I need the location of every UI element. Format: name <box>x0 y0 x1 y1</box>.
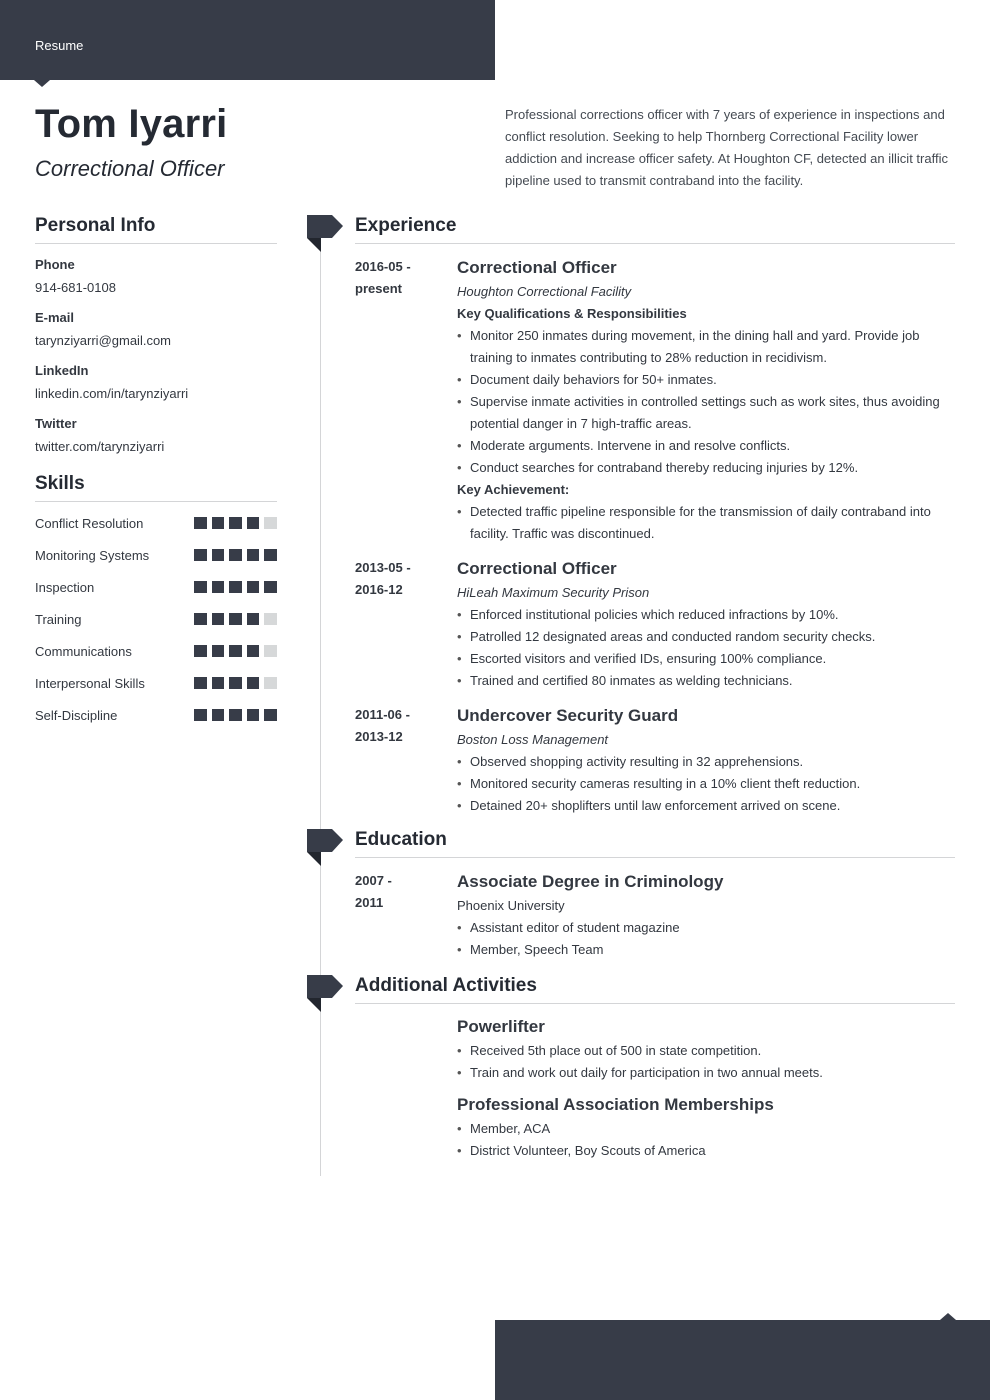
rating-filled-square-icon <box>212 709 225 722</box>
entry-company: HiLeah Maximum Security Prison <box>457 585 650 600</box>
list-item: • Patrolled 12 designated areas and conducted random security checks. <box>457 626 955 648</box>
list-item: • Monitor 250 inmates during movement, in the dining hall and yard. Provide job training to inmates contributing to 28% reduction in recidivism. <box>457 325 955 369</box>
entry-company: Houghton Correctional Facility <box>457 284 632 299</box>
skill-rating <box>194 517 277 530</box>
contact-linkedin <box>35 363 277 403</box>
skill-rating <box>194 709 277 722</box>
list-item: • Escorted visitors and verified IDs, ensuring 100% compliance. <box>457 648 955 670</box>
entry-title: Undercover Security Guard <box>457 706 679 725</box>
rating-filled-square-icon <box>229 677 242 690</box>
timeline-line <box>320 238 321 1176</box>
entry-title: Correctional Officer <box>457 258 617 277</box>
skill-row <box>35 635 277 667</box>
rating-filled-square-icon <box>194 677 207 690</box>
entry-dates <box>355 870 457 961</box>
date-start: 2007 - <box>355 873 392 888</box>
contact-email <box>35 310 277 350</box>
date-end: 2013-12 <box>355 729 403 744</box>
school-name: Phoenix University <box>457 898 565 913</box>
list-item: • Train and work out daily for participation in two annual meets. <box>457 1062 955 1084</box>
skill-row <box>35 571 277 603</box>
rating-empty-square-icon <box>264 517 277 530</box>
skill-row <box>35 699 277 731</box>
rating-filled-square-icon <box>229 517 242 530</box>
bullet-list <box>457 501 955 545</box>
skill-rating <box>194 677 277 690</box>
contact-value[interactable]: tarynziyarri@gmail.com <box>35 333 171 348</box>
skill-rating <box>194 613 277 626</box>
experience-entry <box>355 704 955 817</box>
rating-filled-square-icon <box>194 581 207 594</box>
contact-label: E-mail <box>35 310 75 325</box>
education-entry <box>355 870 955 961</box>
bullet-list <box>457 604 955 692</box>
footer-notch-decoration <box>940 1313 956 1320</box>
rating-filled-square-icon <box>247 709 260 722</box>
contact-twitter <box>35 416 277 456</box>
document-label: Resume <box>35 38 84 53</box>
experience-entry <box>355 557 955 692</box>
rating-filled-square-icon <box>247 517 260 530</box>
rating-filled-square-icon <box>212 613 225 626</box>
rating-filled-square-icon <box>229 581 242 594</box>
list-item: • District Volunteer, Boy Scouts of America <box>457 1140 955 1162</box>
rating-filled-square-icon <box>247 677 260 690</box>
header-band <box>0 0 495 80</box>
skills-heading: Skills <box>35 473 277 502</box>
contact-value[interactable]: twitter.com/tarynziyarri <box>35 439 165 454</box>
list-item: • Assistant editor of student magazine <box>457 917 955 939</box>
rating-filled-square-icon <box>212 549 225 562</box>
entry-dates <box>355 256 457 545</box>
rating-filled-square-icon <box>212 581 225 594</box>
bullet-list <box>457 917 955 961</box>
activity-entry <box>355 1016 955 1162</box>
list-item: • Enforced institutional policies which reduced infractions by 10%. <box>457 604 955 626</box>
contact-label: Twitter <box>35 416 77 431</box>
rating-filled-square-icon <box>229 645 242 658</box>
rating-filled-square-icon <box>194 517 207 530</box>
section-flag-icon <box>307 829 344 866</box>
section-flag-icon <box>307 215 344 252</box>
entry-subheading: Key Qualifications & Responsibilities <box>457 306 687 321</box>
rating-filled-square-icon <box>212 645 225 658</box>
contact-phone <box>35 257 277 297</box>
list-item: • Document daily behaviors for 50+ inmates. <box>457 369 955 391</box>
list-item: • Member, Speech Team <box>457 939 955 961</box>
rating-filled-square-icon <box>247 613 260 626</box>
activity-title: Powerlifter <box>457 1017 545 1036</box>
bullet-list <box>457 1118 955 1162</box>
skill-row <box>35 507 277 539</box>
rating-filled-square-icon <box>247 645 260 658</box>
bullet-list <box>457 751 955 817</box>
list-item: • Observed shopping activity resulting in 32 apprehensions. <box>457 751 955 773</box>
date-start: 2013-05 - <box>355 560 411 575</box>
rating-empty-square-icon <box>264 613 277 626</box>
rating-filled-square-icon <box>194 709 207 722</box>
candidate-job-title: Correctional Officer <box>35 156 225 181</box>
contact-label: LinkedIn <box>35 363 89 378</box>
skill-name: Communications <box>35 643 132 659</box>
entry-dates <box>355 557 457 692</box>
skill-row <box>35 603 277 635</box>
footer-band <box>495 1320 990 1400</box>
rating-filled-square-icon <box>212 517 225 530</box>
rating-filled-square-icon <box>194 645 207 658</box>
list-item: • Monitored security cameras resulting in a 10% client theft reduction. <box>457 773 955 795</box>
activities-heading: Additional Activities <box>355 975 955 1004</box>
skill-row <box>35 539 277 571</box>
entry-subheading: Key Achievement: <box>457 482 570 497</box>
entry-title: Correctional Officer <box>457 559 617 578</box>
rating-filled-square-icon <box>247 581 260 594</box>
contact-label: Phone <box>35 257 75 272</box>
rating-filled-square-icon <box>229 549 242 562</box>
skill-name: Training <box>35 611 82 627</box>
skills-list <box>35 507 277 731</box>
skill-rating <box>194 645 277 658</box>
list-item: • Supervise inmate activities in controlled settings such as work sites, thus avoiding potential danger in 7 high-traffic areas. <box>457 391 955 435</box>
header-notch-decoration <box>34 80 50 87</box>
date-end: 2011 <box>355 895 384 910</box>
experience-entry <box>355 256 955 545</box>
list-item: • Moderate arguments. Intervene in and resolve conflicts. <box>457 435 955 457</box>
rating-filled-square-icon <box>229 613 242 626</box>
profile-summary: Professional corrections officer with 7 years of experience in inspections and conflict resolution. Seeking to help Thornberg Correctional Facility lower addiction and increase officer safety. At Houghton CF, detected an illicit traffic pipeline used to transmit contraband into the facility. <box>505 107 948 188</box>
list-item: • Conduct searches for contraband thereby reducing injuries by 12%. <box>457 457 955 479</box>
activities-section <box>355 975 955 1162</box>
skill-name: Monitoring Systems <box>35 547 150 563</box>
skill-rating <box>194 581 277 594</box>
rating-filled-square-icon <box>264 549 277 562</box>
experience-heading: Experience <box>355 215 955 244</box>
date-start: 2016-05 - <box>355 259 411 274</box>
list-item: • Received 5th place out of 500 in state competition. <box>457 1040 955 1062</box>
left-column <box>35 215 277 731</box>
rating-filled-square-icon <box>264 709 277 722</box>
skill-name: Inspection <box>35 579 95 595</box>
experience-section <box>355 215 955 817</box>
list-item: • Trained and certified 80 inmates as welding technicians. <box>457 670 955 692</box>
rating-filled-square-icon <box>247 549 260 562</box>
degree-title: Associate Degree in Criminology <box>457 872 724 891</box>
entry-dates <box>355 704 457 817</box>
skill-rating <box>194 549 277 562</box>
bullet-list <box>457 1040 955 1084</box>
skill-name: Interpersonal Skills <box>35 675 145 691</box>
education-heading: Education <box>355 829 955 858</box>
bullet-list <box>457 325 955 479</box>
date-start: 2011-06 - <box>355 707 410 722</box>
entry-company: Boston Loss Management <box>457 732 609 747</box>
skill-name: Self-Discipline <box>35 707 118 723</box>
rating-filled-square-icon <box>194 613 207 626</box>
date-end: 2016-12 <box>355 582 403 597</box>
personal-info-heading: Personal Info <box>35 215 277 244</box>
activity-title: Professional Association Memberships <box>457 1095 774 1114</box>
list-item: • Detained 20+ shoplifters until law enforcement arrived on scene. <box>457 795 955 817</box>
contact-value[interactable]: linkedin.com/in/tarynziyarri <box>35 386 189 401</box>
rating-filled-square-icon <box>264 581 277 594</box>
date-end: present <box>355 281 402 296</box>
skill-name: Conflict Resolution <box>35 515 144 531</box>
list-item: • Member, ACA <box>457 1118 955 1140</box>
skill-row <box>35 667 277 699</box>
rating-empty-square-icon <box>264 645 277 658</box>
rating-filled-square-icon <box>194 549 207 562</box>
contact-value: 914-681-0108 <box>35 280 116 295</box>
rating-filled-square-icon <box>212 677 225 690</box>
rating-filled-square-icon <box>229 709 242 722</box>
candidate-name: Tom Iyarri <box>35 102 228 146</box>
section-flag-icon <box>307 975 344 1012</box>
education-section <box>355 829 955 961</box>
list-item: • Detected traffic pipeline responsible for the transmission of daily contraband into facility. Traffic was discontinued. <box>457 501 955 545</box>
rating-empty-square-icon <box>264 677 277 690</box>
